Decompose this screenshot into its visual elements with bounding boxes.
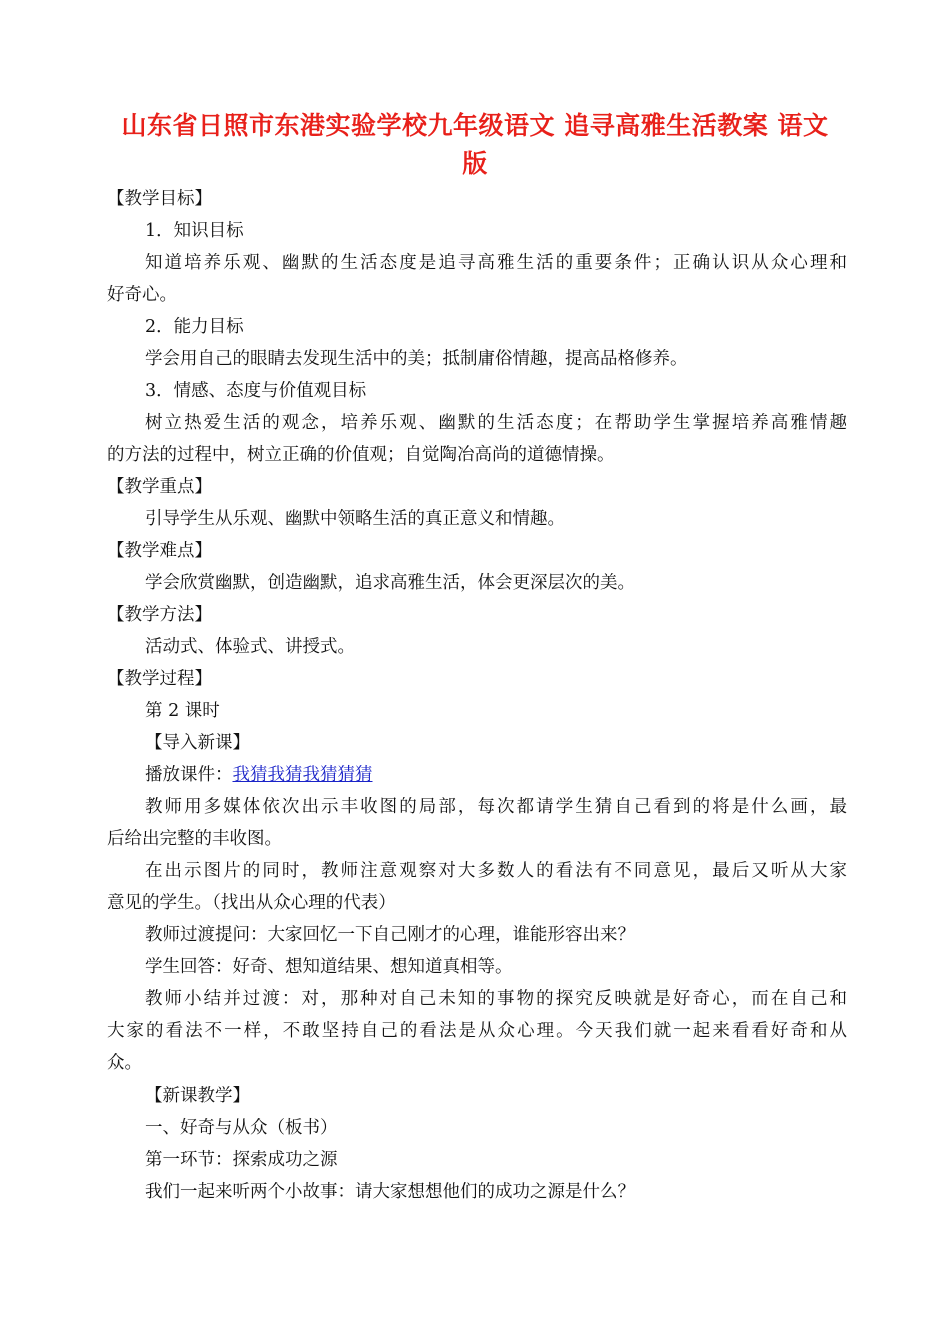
section-heading-methods: 【教学方法】 <box>107 605 212 625</box>
part-1-heading: 一、好奇与从众（板书） <box>145 1118 338 1138</box>
paragraph-5: 教师小结并过渡：对，那种对自己未知的事物的探究反映就是好奇心，而在自己和 <box>145 989 847 1009</box>
play-courseware-line <box>145 763 373 787</box>
section-heading-key-points: 【教学重点】 <box>107 477 212 497</box>
key-points-text: 引导学生从乐观、幽默中领略生活的真正意义和情趣。 <box>145 509 565 529</box>
objective-3-text-continued: 的方法的过程中，树立正确的价值观；自觉陶冶高尚的道德情操。 <box>107 445 615 465</box>
paragraph-4: 学生回答：好奇、想知道结果、想知道真相等。 <box>145 957 513 977</box>
difficulties-text: 学会欣赏幽默，创造幽默，追求高雅生活，体会更深层次的美。 <box>145 573 635 593</box>
paragraph-2: 在出示图片的同时，教师注意观察对大多数人的看法有不同意见，最后又听从大家 <box>145 861 847 881</box>
document-title-continued: 版 <box>462 149 488 178</box>
methods-text: 活动式、体验式、讲授式。 <box>145 637 355 657</box>
new-lesson-heading: 【新课教学】 <box>145 1086 250 1106</box>
step-1-heading: 第一环节：探索成功之源 <box>145 1150 338 1170</box>
section-heading-objectives: 【教学目标】 <box>107 189 212 209</box>
paragraph-6: 我们一起来听两个小故事：请大家想想他们的成功之源是什么？ <box>145 1182 635 1202</box>
section-heading-difficulties: 【教学难点】 <box>107 541 212 561</box>
objective-1-text: 知道培养乐观、幽默的生活态度是追寻高雅生活的重要条件；正确认识从众心理和 <box>145 253 847 273</box>
play-courseware-label: 播放课件： <box>145 765 233 785</box>
objective-2-text: 学会用自己的眼睛去发现生活中的美；抵制庸俗情趣，提高品格修养。 <box>145 349 688 369</box>
paragraph-3: 教师过渡提问：大家回忆一下自己刚才的心理，谁能形容出来？ <box>145 925 635 945</box>
intro-heading: 【导入新课】 <box>145 733 250 753</box>
objective-2-heading: 2．能力目标 <box>145 317 244 337</box>
paragraph-1-continued: 后给出完整的丰收图。 <box>107 829 282 849</box>
paragraph-5-continued: 大家的看法不一样，不敢坚持自己的看法是从众心理。今天我们就一起来看看好奇和从 <box>107 1021 847 1041</box>
document-title: 山东省日照市东港实验学校九年级语文 追寻高雅生活教案 语文 <box>121 111 829 140</box>
paragraph-2-continued: 意见的学生。（找出从众心理的代表） <box>107 893 396 913</box>
courseware-link[interactable]: 我猜我猜我猜猜猜 <box>232 765 373 785</box>
paragraph-1: 教师用多媒体依次出示丰收图的局部，每次都请学生猜自己看到的将是什么画，最 <box>145 797 847 817</box>
objective-1-text-continued: 好奇心。 <box>107 285 177 305</box>
objective-3-text: 树立热爱生活的观念，培养乐观、幽默的生活态度；在帮助学生掌握培养高雅情趣 <box>145 413 847 433</box>
lesson-number: 第 2 课时 <box>145 701 220 721</box>
paragraph-5-end: 众。 <box>107 1053 142 1073</box>
objective-3-heading: 3．情感、态度与价值观目标 <box>145 381 367 401</box>
section-heading-process: 【教学过程】 <box>107 669 212 689</box>
objective-1-heading: 1．知识目标 <box>145 221 244 241</box>
